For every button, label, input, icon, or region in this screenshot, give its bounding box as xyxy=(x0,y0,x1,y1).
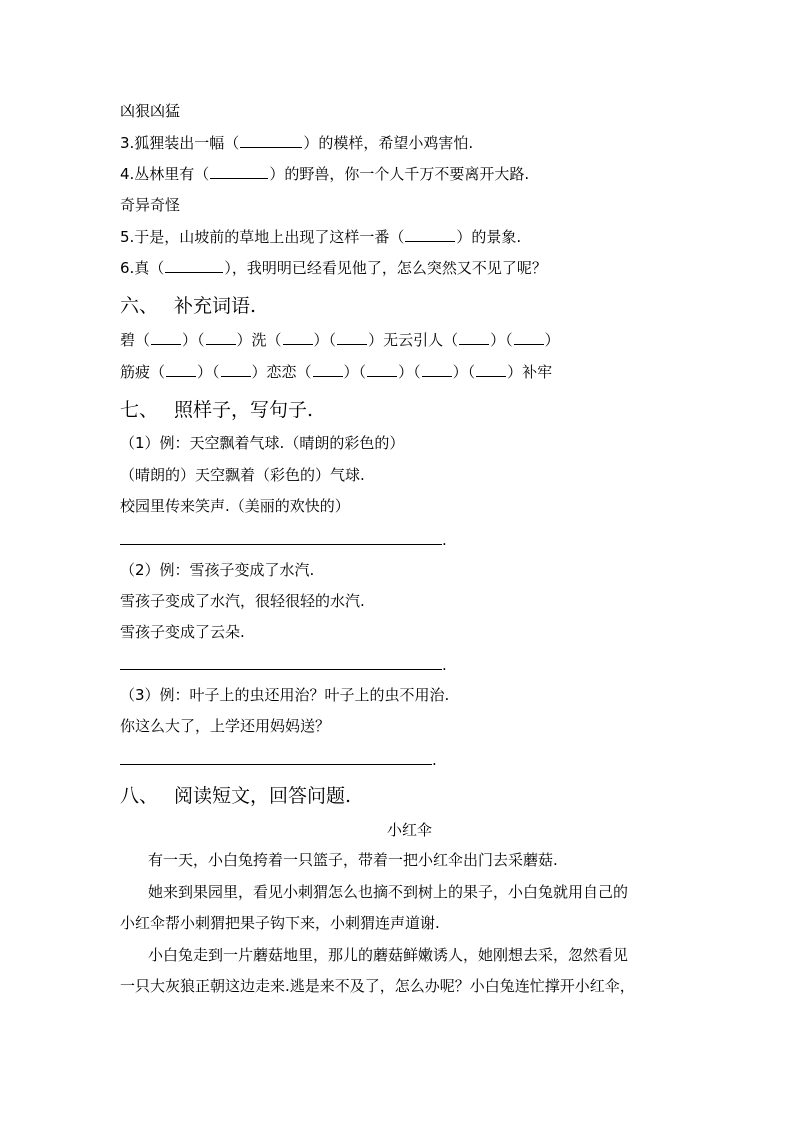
fill-blank[interactable] xyxy=(476,362,506,377)
word-pair-1: 凶狠凶猛 xyxy=(120,102,181,120)
example-3-task: 你这么大了，上学还用妈妈送？ xyxy=(120,717,331,735)
fill-blank[interactable] xyxy=(283,330,313,345)
example-1-sample: （晴朗的）天空飘着（彩色的）气球. xyxy=(120,466,365,484)
example-2-prompt: （2）例：雪孩子变成了水汽. xyxy=(120,561,315,579)
question-3: 3.狐狸装出一幅（ ）的模样，希望小鸡害怕. xyxy=(120,134,474,152)
fill-blank[interactable] xyxy=(221,362,251,377)
fill-blank[interactable] xyxy=(367,362,397,377)
fill-blank[interactable] xyxy=(151,330,181,345)
fill-blank[interactable] xyxy=(405,227,455,242)
fill-blank[interactable] xyxy=(337,330,367,345)
answer-period: . xyxy=(442,656,447,674)
fill-blank[interactable] xyxy=(459,330,489,345)
answer-period: . xyxy=(432,751,437,769)
section-8-heading: 八、 阅读短文，回答问题. xyxy=(120,785,352,807)
answer-period: . xyxy=(442,531,447,549)
section-7-heading: 七、 照样子，写句子. xyxy=(120,399,314,421)
example-3-prompt: （3）例：叶子上的虫还用治？叶子上的虫不用治. xyxy=(120,686,450,704)
fill-blank[interactable] xyxy=(240,133,302,148)
idiom-row-1: 碧（ ）（ ）洗（ ）（ ）无云引人（ ）（ ） xyxy=(120,331,560,349)
story-paragraph-1: 有一天，小白兔挎着一只篮子，带着一把小红伞出门去采蘑菇. xyxy=(148,851,558,869)
example-1-task: 校园里传来笑声.（美丽的欢快的） xyxy=(120,497,350,515)
answer-line-3[interactable] xyxy=(120,764,432,765)
answer-line-1[interactable] xyxy=(120,544,442,545)
example-2-task: 雪孩子变成了云朵. xyxy=(120,623,245,641)
fill-blank[interactable] xyxy=(422,362,452,377)
section-6-heading: 六、 补充词语. xyxy=(120,295,257,317)
fill-blank[interactable] xyxy=(165,258,223,273)
fill-blank[interactable] xyxy=(313,362,343,377)
answer-line-2[interactable] xyxy=(120,669,442,670)
idiom-row-2: 筋疲（ ）（ ）恋恋（ ）（ ）（ ）（ ）补牢 xyxy=(120,363,553,381)
story-title: 小红伞 xyxy=(387,821,433,839)
story-paragraph-2-line-2: 小红伞帮小刺猬把果子钩下来，小刺猬连声道谢. xyxy=(120,914,440,932)
fill-blank[interactable] xyxy=(166,362,196,377)
word-pair-2: 奇异奇怪 xyxy=(120,196,181,214)
question-5: 5.于是，山坡前的草地上出现了这样一番（ ）的景象. xyxy=(120,228,522,246)
story-paragraph-2-line-1: 她来到果园里，看见小刺猬怎么也摘不到树上的果子，小白兔就用自己的 xyxy=(148,883,629,901)
story-paragraph-3-line-1: 小白兔走到一片蘑菇地里，那儿的蘑菇鲜嫩诱人，她刚想去采，忽然看见 xyxy=(148,946,629,964)
example-1-prompt: （1）例：天空飘着气球.（晴朗的彩色的） xyxy=(120,434,405,452)
fill-blank[interactable] xyxy=(514,330,544,345)
fill-blank[interactable] xyxy=(206,330,236,345)
question-6: 6.真（ ），我明明已经看见他了，怎么突然又不见了呢？ xyxy=(120,259,547,277)
story-paragraph-3-line-2: 一只大灰狼正朝这边走来.逃是来不及了，怎么办呢？小白兔连忙撑开小红伞， xyxy=(120,977,635,995)
question-4: 4.丛林里有（ ）的野兽，你一个人千万不要离开大路. xyxy=(120,165,530,183)
fill-blank[interactable] xyxy=(210,164,268,179)
example-2-sample: 雪孩子变成了水汽，很轻很轻的水汽. xyxy=(120,592,365,610)
